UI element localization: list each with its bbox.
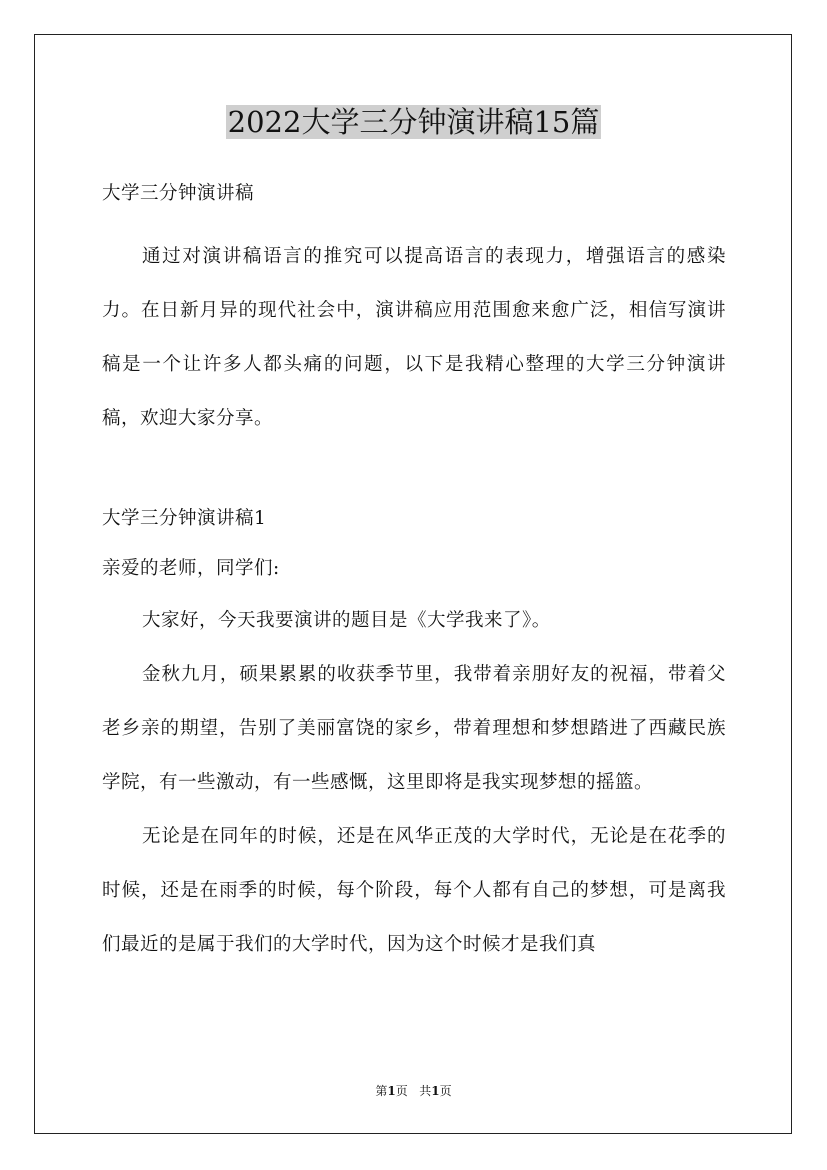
page-total-suffix: 页 [439, 1084, 452, 1098]
page-total: 1 [431, 1084, 440, 1098]
document-title [0, 102, 827, 142]
page-total-prefix: 共 [419, 1084, 432, 1098]
intro-paragraph: 通过对演讲稿语言的推究可以提高语言的表现力，增强语言的感染力。在日新月异的现代社会中，演讲稿应用范围愈来愈广泛，相信写演讲稿是一个让许多人都头痛的问题，以下是我精心整理的大学三分钟演讲稿，欢迎大家分享。 [102, 246, 726, 429]
body-paragraph: 大家好，今天我要演讲的题目是《大学我来了》。 [142, 610, 551, 631]
body-paragraph: 金秋九月，硕果累累的收获季节里，我带着亲朋好友的祝福，带着父老乡亲的期望，告别了美丽富饶的家乡，带着理想和梦想踏进了西藏民族学院，有一些激动，有一些感慨，这里即将是我实现梦想的摇篮。 [102, 664, 726, 793]
section-1 [102, 504, 726, 972]
page-number-prefix: 第 [375, 1084, 388, 1098]
subheading: 大学三分钟演讲稿 [102, 183, 255, 204]
section-heading: 大学三分钟演讲稿1 [102, 508, 267, 529]
page-number: 1 [387, 1084, 396, 1098]
salutation: 亲爱的老师，同学们: [102, 558, 280, 579]
page-footer [0, 1082, 827, 1100]
body-paragraph: 无论是在同年的时候，还是在风华正茂的大学时代，无论是在花季的时候，还是在雨季的时候，每个阶段，每个人都有自己的梦想，可是离我们最近的是属于我们的大学时代，因为这个时候才是我们真 [102, 826, 726, 955]
page-number-suffix: 页 [395, 1084, 408, 1098]
document-title-text: 2022大学三分钟演讲稿15篇 [227, 105, 600, 139]
